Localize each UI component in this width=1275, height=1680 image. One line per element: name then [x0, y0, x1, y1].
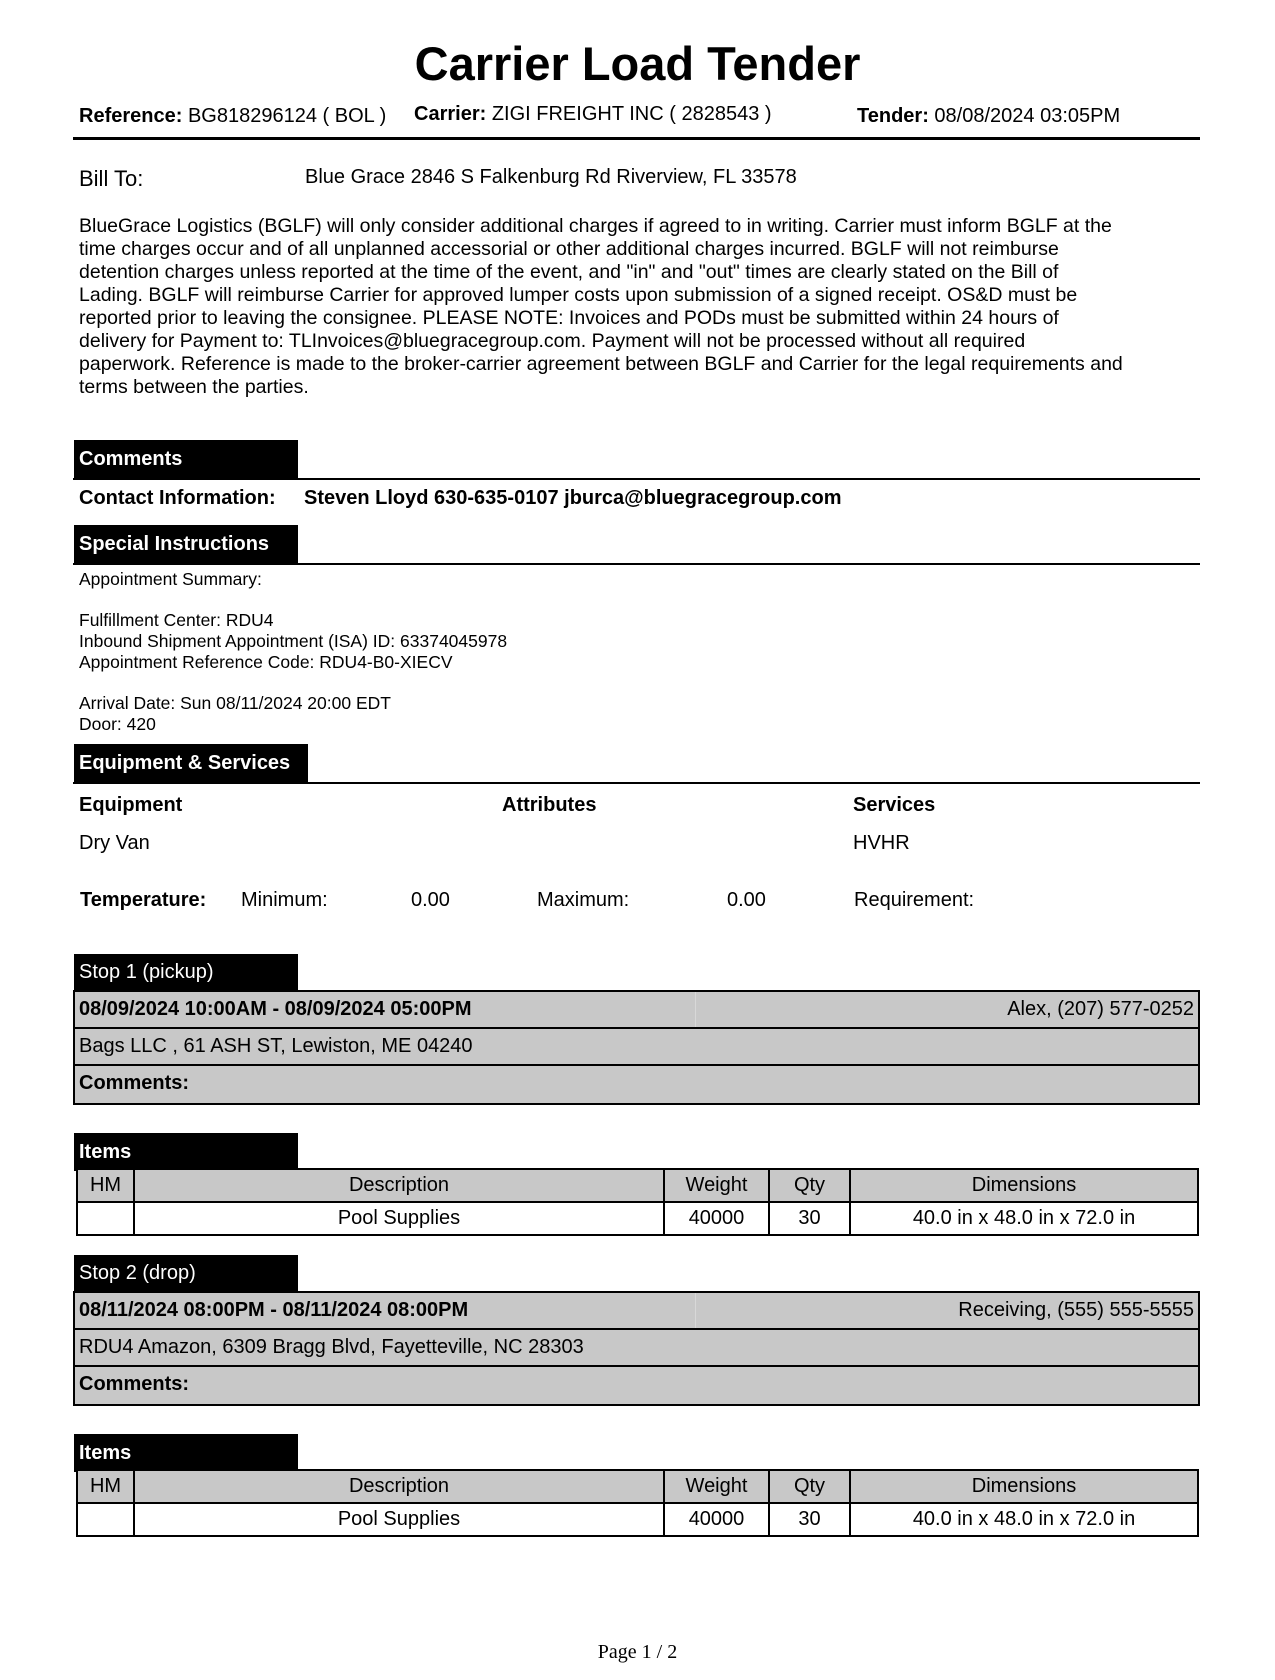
stop-1-heading: Stop 1 (pickup) — [74, 954, 298, 990]
comments-heading: Comments — [74, 440, 298, 478]
items-header-row — [77, 1169, 1198, 1202]
fulfillment-center: Fulfillment Center: RDU4 — [79, 610, 274, 630]
reference-label: Reference: — [79, 105, 183, 127]
minimum-value: 0.00 — [411, 889, 450, 911]
item-description: Pool Supplies — [134, 1503, 664, 1536]
item-dimensions: 40.0 in x 48.0 in x 72.0 in — [850, 1503, 1198, 1536]
bill-to-value: Blue Grace 2846 S Falkenburg Rd Riverview, FL 33578 — [305, 166, 797, 188]
stop-1-window: 08/09/2024 10:00AM - 08/09/2024 05:00PM — [79, 998, 472, 1020]
stop-1-details — [73, 990, 1200, 1105]
isa-id: Inbound Shipment Appointment (ISA) ID: 63374045978 — [79, 631, 508, 651]
minimum-label: Minimum: — [241, 889, 328, 911]
reference-field — [79, 105, 386, 128]
stop-2-address-row — [75, 1330, 1198, 1367]
policy-text — [79, 215, 1204, 399]
policy-line: time charges occur and of all unplanned accessorial or other additional charges incurred. BGLF will not reimburse — [79, 238, 1059, 260]
row-separator — [695, 1293, 696, 1328]
comments-divider — [73, 478, 1200, 480]
equipment-value: Dry Van — [79, 832, 150, 854]
policy-line: reported prior to leaving the consignee. PLEASE NOTE: Invoices and PODs must be submitted within 24 hours of — [79, 307, 1059, 329]
tender-value: 08/08/2024 03:05PM — [934, 105, 1121, 127]
tender-field — [857, 105, 1120, 128]
attributes-label: Attributes — [502, 794, 597, 816]
policy-line: Lading. BGLF will reimburse Carrier for approved lumper costs upon submission of a signed receipt. OS&D must be — [79, 284, 1078, 306]
stop-1-items-heading: Items — [74, 1133, 298, 1171]
stop-1-address-row — [75, 1029, 1198, 1066]
item-hm — [77, 1202, 134, 1235]
policy-line: paperwork. Reference is made to the broker-carrier agreement between BGLF and Carrier for the legal requirements and — [79, 353, 1123, 375]
contact-value: Steven Lloyd 630-635-0107 jburca@bluegracegroup.com — [304, 487, 842, 509]
equipment-services-divider — [73, 782, 1200, 784]
col-description: Description — [134, 1470, 664, 1503]
arrival-date: Arrival Date: Sun 08/11/2024 20:00 EDT — [79, 693, 391, 713]
stop-2-comments-row — [75, 1367, 1198, 1404]
services-label: Services — [853, 794, 936, 816]
col-description: Description — [134, 1169, 664, 1202]
item-dimensions: 40.0 in x 48.0 in x 72.0 in — [850, 1202, 1198, 1235]
col-hm: HM — [77, 1169, 134, 1202]
item-qty: 30 — [769, 1202, 850, 1235]
stop-1-contact: Alex, (207) 577-0252 — [1007, 998, 1194, 1020]
special-instructions-heading: Special Instructions — [74, 525, 298, 563]
tender-label: Tender: — [857, 105, 929, 127]
appointment-summary: Appointment Summary: — [79, 569, 262, 589]
equipment-services-heading: Equipment & Services — [74, 744, 308, 782]
stop-1-window-row — [75, 992, 1198, 1029]
carrier-value: ZIGI FREIGHT INC ( 2828543 ) — [491, 103, 772, 125]
carrier-field — [414, 103, 772, 126]
table-row — [77, 1503, 1198, 1536]
stop-2-contact: Receiving, (555) 555-5555 — [958, 1299, 1194, 1321]
col-dimensions: Dimensions — [850, 1470, 1198, 1503]
policy-line: terms between the parties. — [79, 376, 309, 398]
page-number: Page 1 / 2 — [597, 1641, 678, 1663]
stop-1-comments-label: Comments: — [79, 1072, 190, 1094]
contact-label: Contact Information: — [79, 487, 276, 509]
stop-1-items-table — [76, 1168, 1199, 1236]
equipment-label: Equipment — [79, 794, 183, 816]
col-qty: Qty — [769, 1470, 850, 1503]
col-hm: HM — [77, 1470, 134, 1503]
stop-2-items-heading: Items — [74, 1434, 298, 1472]
stop-1-address: Bags LLC , 61 ASH ST, Lewiston, ME 04240 — [79, 1035, 473, 1057]
policy-line: detention charges unless reported at the time of the event, and "in" and "out" times are clearly stated on the Bill of — [79, 261, 1059, 283]
contact-information — [79, 487, 842, 510]
stop-2-items-table — [76, 1469, 1199, 1537]
stop-2-window: 08/11/2024 08:00PM - 08/11/2024 08:00PM — [79, 1299, 469, 1321]
stop-1-comments-row — [75, 1066, 1198, 1103]
services-value: HVHR — [853, 832, 910, 854]
item-weight: 40000 — [664, 1503, 769, 1536]
col-weight: Weight — [664, 1470, 769, 1503]
special-instructions-divider — [73, 563, 1200, 565]
header-divider — [73, 137, 1200, 140]
maximum-value: 0.00 — [727, 889, 766, 911]
stop-2-address: RDU4 Amazon, 6309 Bragg Blvd, Fayetteville, NC 28303 — [79, 1336, 584, 1358]
carrier-label: Carrier: — [414, 103, 487, 125]
document-title: Carrier Load Tender — [414, 37, 861, 90]
col-qty: Qty — [769, 1169, 850, 1202]
col-weight: Weight — [664, 1169, 769, 1202]
stop-2-heading: Stop 2 (drop) — [74, 1255, 298, 1291]
item-weight: 40000 — [664, 1202, 769, 1235]
appointment-reference-code: Appointment Reference Code: RDU4-B0-XIECV — [79, 652, 453, 672]
door-number: Door: 420 — [79, 714, 156, 734]
stop-2-comments-label: Comments: — [79, 1373, 190, 1395]
col-dimensions: Dimensions — [850, 1169, 1198, 1202]
table-row — [77, 1202, 1198, 1235]
policy-line: BlueGrace Logistics (BGLF) will only consider additional charges if agreed to in writing. Carrier must inform BGLF at the — [79, 215, 1112, 237]
temperature-label: Temperature: — [80, 889, 207, 911]
stop-2-window-row — [75, 1293, 1198, 1330]
row-separator — [695, 992, 696, 1027]
stop-2-details — [73, 1291, 1200, 1406]
item-hm — [77, 1503, 134, 1536]
maximum-label: Maximum: — [537, 889, 630, 911]
policy-line: delivery for Payment to: TLInvoices@bluegracegroup.com. Payment will not be processed without all required — [79, 330, 1026, 352]
requirement-label: Requirement: — [854, 889, 975, 911]
bill-to-label: Bill To: — [79, 166, 144, 191]
items-header-row — [77, 1470, 1198, 1503]
item-description: Pool Supplies — [134, 1202, 664, 1235]
item-qty: 30 — [769, 1503, 850, 1536]
reference-value: BG818296124 ( BOL ) — [187, 105, 387, 127]
